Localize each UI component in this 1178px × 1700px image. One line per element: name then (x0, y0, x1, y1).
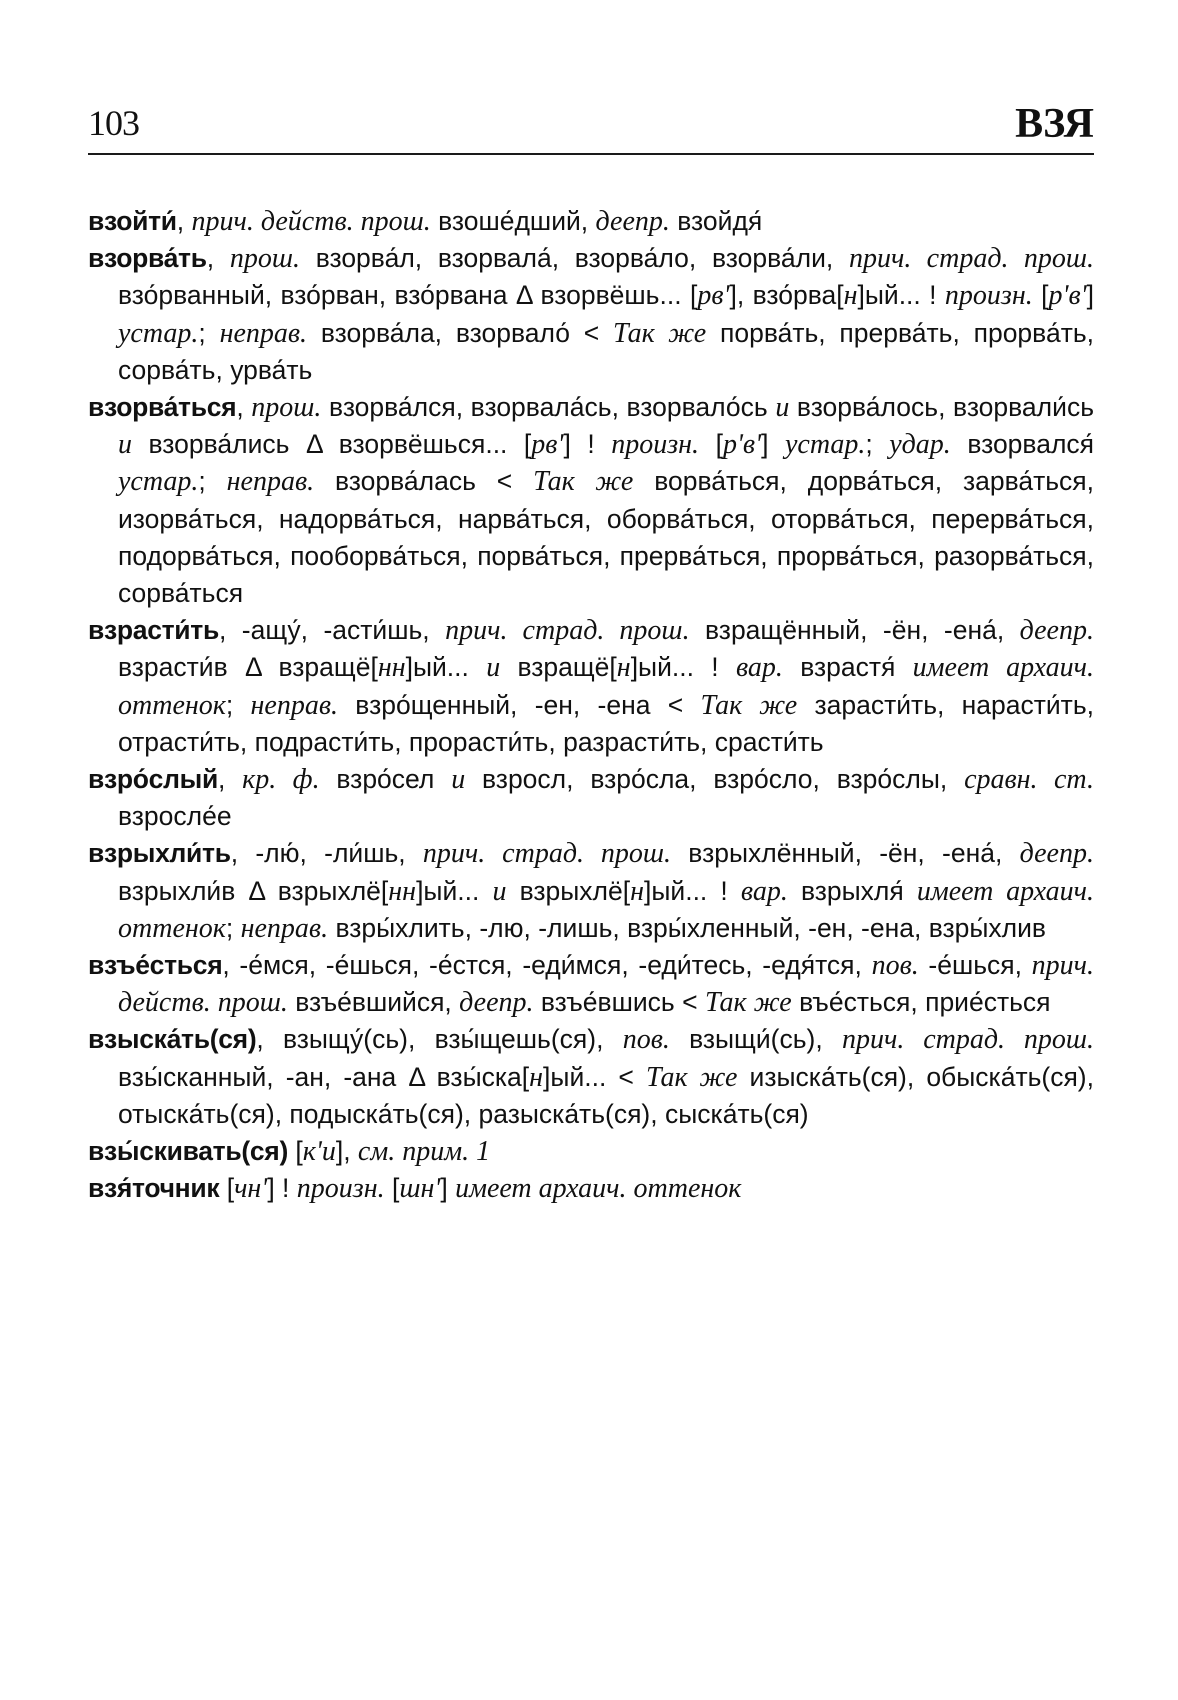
entry-label-italic: удар. (889, 429, 951, 461)
entry-text: взрасти́в Δ взращё[ (118, 652, 378, 683)
page-header (88, 100, 1094, 148)
entry-headword: взы́скивать(ся) (88, 1136, 288, 1167)
entry-label-italic: нн (388, 875, 417, 907)
entry-headword: взойти́ (88, 206, 177, 236)
entry-text: взросле́е (118, 801, 232, 832)
entry-text: взо́рванный, взо́рван, взо́рвана Δ взорвёшь... [ (118, 280, 698, 311)
entry-text: ] (761, 429, 785, 460)
dictionary-entry (88, 761, 1094, 835)
dictionary-entry (88, 947, 1094, 1021)
dictionary-entry (88, 240, 1094, 389)
entry-text: ]ый... < (543, 1061, 646, 1092)
entry-text: ]ый... (416, 875, 493, 906)
entry-label-italic: и (775, 392, 790, 424)
entry-label-italic: н (616, 652, 631, 684)
entry-label-italic: сравн. ст. (964, 764, 1094, 796)
entry-headword: взъе́сться (88, 950, 223, 981)
dictionary-entry (88, 1133, 1094, 1170)
entry-text: ] ! (267, 1173, 297, 1204)
dictionary-entry (88, 203, 1094, 240)
entry-text: порва́ть, прерва́ть, прорва́ть, сорва́ть, урва́ть (118, 317, 1094, 385)
entry-label-italic: произн. (611, 429, 700, 461)
entry-text: взоше́дший, (430, 206, 596, 236)
entry-label-italic: деепр. (459, 987, 534, 1019)
entry-label-italic: устар. (784, 429, 866, 461)
entry-text: ; (865, 429, 890, 460)
entry-label-italic: н (630, 875, 644, 907)
entry-text: взойдя́ (669, 206, 763, 236)
entry-text: ]ый... ! (644, 875, 741, 906)
entry-text: взорва́ла, взорвало́ < (307, 317, 614, 348)
entry-text: ; (198, 317, 220, 348)
entry-label-italic: кр. ф. (242, 764, 320, 796)
entry-label-italic: н (843, 280, 858, 312)
entry-label-italic: пов. (871, 950, 919, 982)
entry-text: взры́хлить, -лю, -лишь, взры́хленный, -ен, -ена, взры́хлив (328, 912, 1047, 943)
entry-text: , (236, 392, 252, 423)
entry-text: взросл, взро́сла, взро́сло, взро́слы, (465, 764, 965, 795)
entry-text: взрыхля́ (787, 875, 917, 906)
entry-label-italic: имеет архаич. оттенок (455, 1173, 742, 1205)
dictionary-entry (88, 1021, 1094, 1133)
entry-text: [ (1032, 280, 1049, 311)
entry-label-italic: прич. действ. прош. (191, 206, 431, 237)
entry-text: , (176, 206, 192, 236)
entry-text: взорва́лись Δ взорвёшься... [ (132, 429, 532, 460)
entry-text: взрастя́ (782, 652, 913, 683)
entry-label-italic: см. прим. 1 (357, 1136, 491, 1168)
entry-label-italic: вар. (735, 652, 783, 684)
entry-label-italic: шнʹ (399, 1173, 441, 1205)
entry-label-italic: вар. (740, 875, 788, 907)
dictionary-entry (88, 1170, 1094, 1207)
entry-text: взы́сканный, -ан, -ана Δ взы́ска[ (118, 1061, 530, 1092)
entry-text: взорва́лась < (314, 466, 534, 497)
entry-text: взро́щенный, -ен, -ена < (338, 689, 701, 720)
entry-label-italic: устар. (118, 466, 199, 498)
entry-text: взъе́вшийся, (287, 987, 460, 1018)
entry-text: взыщи́(сь), (669, 1024, 842, 1055)
entry-headword: взорва́ться (88, 392, 237, 423)
entry-text: , взыщу́(сь), взы́щешь(ся), (256, 1024, 623, 1055)
entry-label-italic: произн. (944, 280, 1033, 312)
entry-text: ], взо́рва[ (729, 280, 844, 311)
entry-label-italic: Так же (700, 689, 798, 721)
entry-text: взорва́лся, взорвала́сь, взорвало́сь (321, 392, 776, 423)
entry-text: взрыхлё[ (506, 875, 631, 906)
dictionary-entries (88, 203, 1094, 1207)
entry-label-italic: нн (377, 652, 406, 684)
entry-text: взъе́вшись < (533, 987, 705, 1018)
dictionary-entry (88, 389, 1094, 612)
entry-label-italic: произн. (296, 1173, 385, 1205)
entry-text: изыска́ть(ся), обыска́ть(ся), отыска́ть(ся), подыска́ть(ся), разыска́ть(ся), сыска́ть(ся) (118, 1061, 1094, 1129)
entry-label-italic: и (118, 429, 132, 461)
dictionary-entry (88, 612, 1094, 761)
entry-headword: взрыхли́ть (88, 838, 231, 869)
entry-label-italic: прич. страд. прош. (841, 1024, 1094, 1056)
entry-label-italic: н (529, 1061, 544, 1093)
entry-label-italic: деепр. (1019, 615, 1094, 647)
entry-text: [ (384, 1173, 400, 1204)
entry-text: взрыхлённый, -ён, -ена́, (671, 838, 1020, 869)
entry-label-italic: прош. (229, 243, 300, 275)
entry-text: ], (335, 1136, 358, 1167)
entry-headword: взрасти́ть (88, 615, 219, 646)
entry-text: взорва́лось, взорвали́сь (789, 392, 1094, 423)
entry-text: ; (225, 689, 251, 720)
entry-label-italic: деепр. (595, 206, 670, 237)
entry-label-italic: рʹвʹ (1048, 280, 1087, 312)
entry-label-italic: неправ. (250, 689, 338, 721)
entry-label-italic: неправ. (219, 317, 308, 349)
entry-label-italic: рʹвʹ (722, 429, 762, 461)
entry-label-italic: рвʹ (531, 429, 564, 461)
entry-label-italic: Так же (613, 317, 707, 349)
entry-label-italic: устар. (118, 317, 199, 349)
entry-text: [ (699, 429, 723, 460)
entry-text: -е́шься, (918, 950, 1032, 981)
header-rule (88, 153, 1094, 155)
entry-text: взращённый, -ён, -ена́, (689, 615, 1020, 646)
entry-label-italic: рвʹ (697, 280, 730, 312)
entry-label-italic: неправ. (240, 912, 329, 944)
entry-label-italic: прич. действ. прош. (118, 950, 1094, 1019)
entry-text: ; (225, 912, 241, 943)
entry-label-italic: и (486, 652, 501, 684)
entry-label-italic: прич. страд. прош. (445, 615, 690, 647)
entry-label-italic: чнʹ (234, 1173, 268, 1205)
entry-headword: взро́слый (88, 764, 218, 795)
entry-label-italic: Так же (704, 987, 792, 1019)
entry-text: , -ащу́, -асти́шь, (218, 615, 446, 646)
entry-headword: взя́точник (88, 1173, 220, 1204)
running-head: ВЗЯ (1015, 101, 1094, 147)
entry-text: взорва́л, взорвала́, взорва́ло, взорва́ли, (299, 243, 849, 274)
entry-label-italic: и (451, 764, 466, 796)
entry-text: взращё[ (500, 652, 617, 683)
entry-text: ] (440, 1173, 456, 1204)
entry-text: , -е́мся, -е́шься, -е́стся, -еди́мся, -еди́тесь, -едя́тся, (222, 950, 872, 981)
entry-text: ]ый... ! (857, 280, 945, 311)
entry-headword: взыска́ть(ся) (88, 1024, 257, 1055)
entry-label-italic: Так же (645, 1061, 738, 1093)
entry-text: , -лю́, -ли́шь, (230, 838, 423, 869)
entry-label-italic: пов. (622, 1024, 670, 1056)
entry-text: , (206, 243, 230, 274)
entry-text: взрыхли́в Δ взрыхлё[ (118, 875, 389, 906)
entry-text: въе́сться, прие́сться (791, 987, 1051, 1018)
entry-label-italic: прош. (251, 392, 322, 424)
entry-label-italic: неправ. (226, 466, 315, 498)
entry-label-italic: прич. страд. прош. (422, 838, 672, 870)
entry-label-italic: кʹи (302, 1136, 336, 1168)
entry-text: взро́сел (319, 764, 452, 795)
entry-label-italic: имеет архаич. оттенок (118, 652, 1094, 721)
entry-label-italic: прич. страд. прош. (848, 243, 1094, 275)
entry-text: ]ый... (405, 652, 487, 683)
page-number: 103 (88, 103, 139, 143)
entry-text: ворва́ться, дорва́ться, зарва́ться, изорва́ться, надорва́ться, нарва́ться, оборва́ться, оторва́ться, перерва́ться, подорва́ться, пооборва́ться, порва́ться, прерва́ться, прорва́ться, разорва́ться, сорва́ться (118, 466, 1095, 609)
entry-label-italic: и (492, 875, 507, 907)
entry-text: [ (288, 1136, 303, 1167)
entry-label-italic: деепр. (1019, 838, 1094, 870)
dictionary-entry (88, 835, 1094, 947)
entry-text: взорвался́ (950, 429, 1095, 460)
entry-text: ] ! (563, 429, 612, 460)
entry-text: ]ый... ! (630, 652, 736, 683)
entry-text: ; (198, 466, 227, 497)
entry-text: [ (219, 1173, 235, 1204)
entry-label-italic: имеет архаич. оттенок (118, 875, 1094, 944)
entry-headword: взорва́ть (88, 243, 207, 274)
entry-label-italic: Так же (533, 466, 634, 498)
entry-text: зарасти́ть, нарасти́ть, отрасти́ть, подрасти́ть, прорасти́ть, разрасти́ть, срасти́ть (118, 689, 1094, 757)
entry-text: , (217, 764, 243, 795)
entry-text: ] (1086, 280, 1095, 311)
